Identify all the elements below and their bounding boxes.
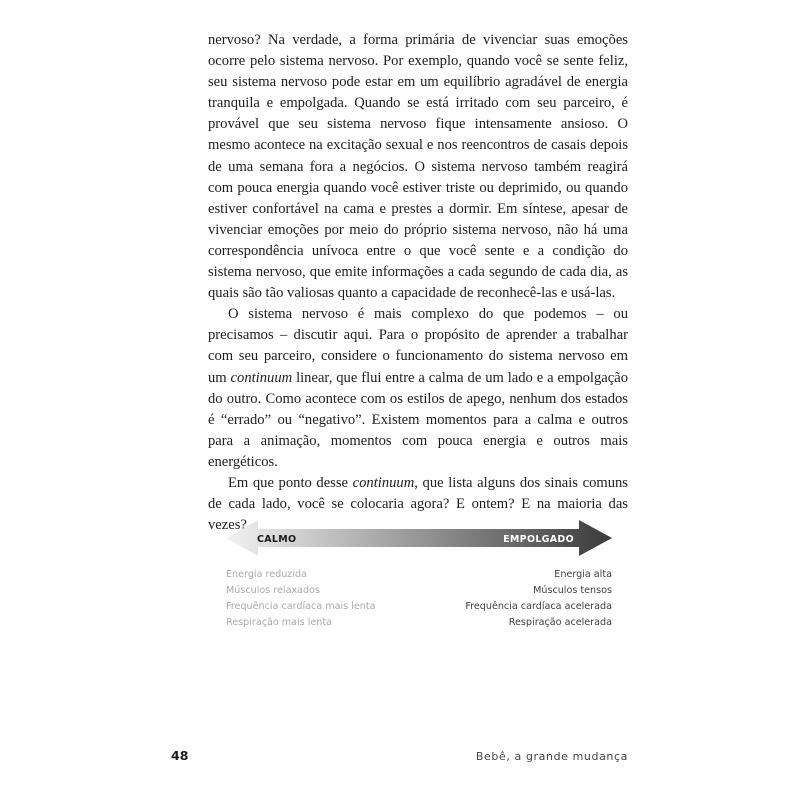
list-item: Músculos tensos bbox=[533, 585, 612, 596]
list-item: Músculos relaxados bbox=[226, 585, 320, 596]
list-item: Energia reduzida bbox=[226, 569, 307, 580]
paragraph-2: O sistema nervoso é mais complexo do que podemos – ou precisamos – discutir aqui. Para o propósito de aprender a trabalhar com seu parceiro, considere o funcionamento do sistema nervoso em um continuum linear, que flui entre a calma de um lado e a empolgação do outro. Como acontece com os estilos de apego, nenhum dos estados é “errado” ou “negativo”. Existem momentos para a calma e outros para a animação, momentos com pouca energia e outros mais energéticos. bbox=[208, 306, 628, 470]
excited-signs-list bbox=[412, 567, 612, 631]
list-item: Frequência cardíaca acelerada bbox=[465, 601, 612, 612]
list-item: Energia alta bbox=[554, 569, 612, 580]
emphasis-continuum: continuum bbox=[230, 369, 293, 386]
paragraph-3: Em que ponto desse continuum, que lista alguns dos sinais comuns de cada lado, você se colocaria agora? E ontem? E na maioria das vezes? bbox=[208, 474, 628, 534]
list-item: Respiração mais lenta bbox=[226, 617, 333, 628]
calm-label: CALMO bbox=[257, 534, 297, 545]
calm-signs-list bbox=[226, 567, 375, 631]
paragraph-1: nervoso? Na verdade, a forma primária de vivenciar suas emoções ocorre pelo sistema nervoso. Por exemplo, quando você se sente feliz, seu sistema nervoso pode estar em um equilíbrio agradável de energia tranquila e empolgada. Quando se está irritado com seu parceiro, é provável que seu sistema nervoso fique intensamente ansioso. O mesmo acontece na excitação sexual e nos reencontros de casais depois de uma semana fora a negócios. O sistema nervoso também reagirá com pouca energia quando você estiver triste ou deprimido, ou quando estiver confortável na cama e prestes a dormir. Em síntese, apesar de vivenciar emoções por meio do próprio sistema nervoso, não há uma correspondência unívoca entre o que você sente e a condição do sistema nervoso, que emite informações a cada segundo de cada dia, as quais são tão valiosas quanto a capacidade de reconhecê-las e usá-las. bbox=[208, 32, 628, 302]
emphasis-continuum: continuum bbox=[352, 474, 415, 491]
excited-label: EMPOLGADO bbox=[503, 534, 574, 545]
list-item: Frequência cardíaca mais lenta bbox=[226, 601, 376, 612]
page-number: 48 bbox=[171, 748, 189, 763]
list-item: Respiração acelerada bbox=[508, 617, 612, 628]
running-footer-title: Bebê, a grande mudança bbox=[475, 750, 628, 763]
